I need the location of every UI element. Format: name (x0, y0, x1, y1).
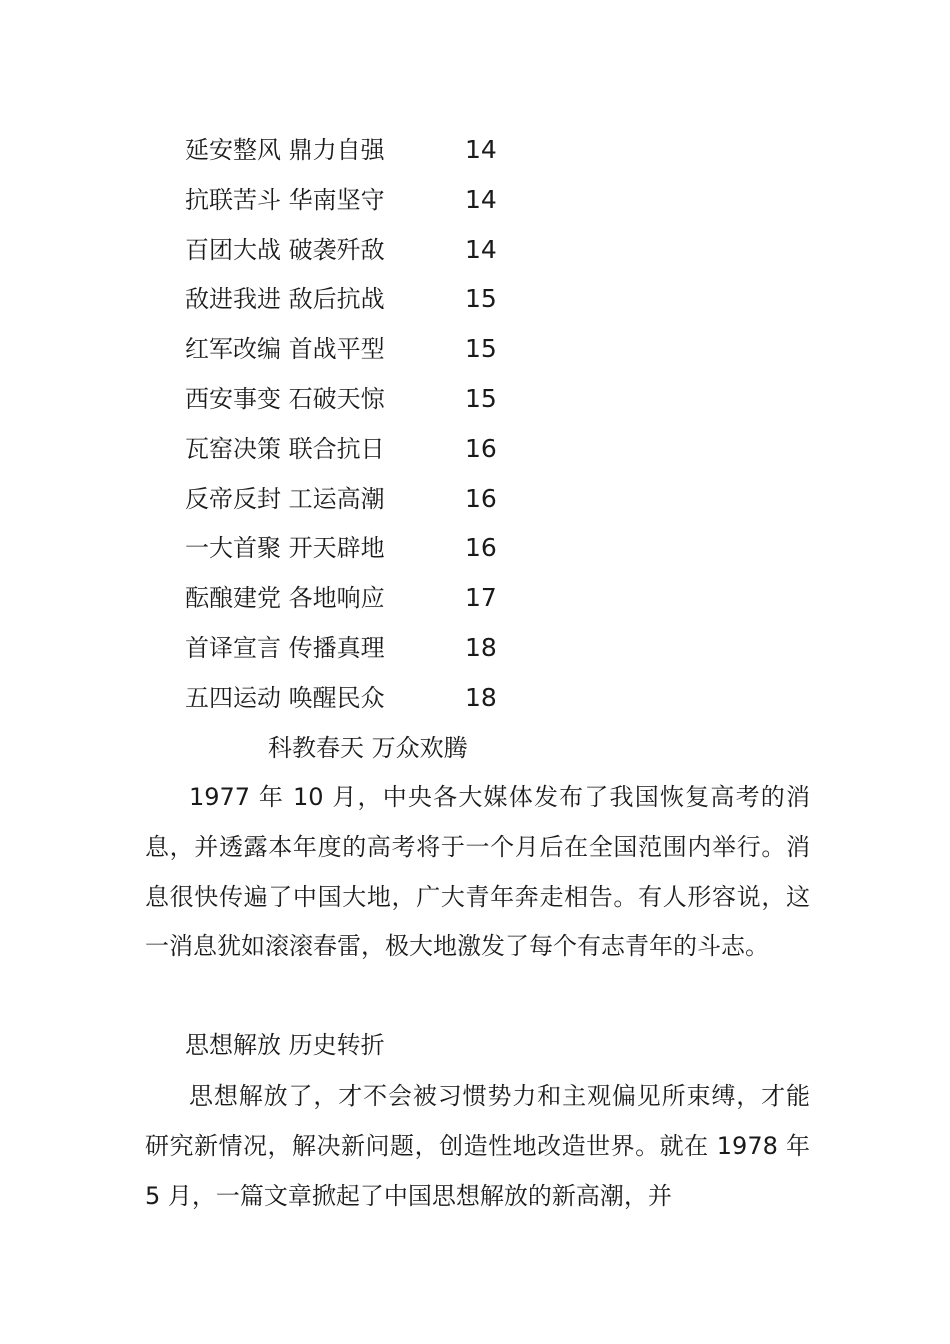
toc-entry (185, 180, 545, 230)
toc-entry-title: 首译宣言 传播真理 (185, 633, 385, 662)
toc-entry-page: 14 (465, 234, 497, 264)
toc-entry (185, 329, 545, 379)
toc-entry-title: 敌进我进 敌后抗战 (185, 285, 385, 314)
toc-entry-page: 15 (465, 334, 497, 364)
section-heading: 科教春天 万众欢腾 (268, 734, 468, 762)
toc-entry-title: 抗联苦斗 华南坚守 (185, 185, 385, 214)
toc-entry-page: 14 (465, 184, 497, 214)
toc-entry (185, 130, 545, 180)
toc-entry-page: 15 (465, 383, 497, 413)
toc-entry-title: 红军改编 首战平型 (185, 335, 385, 364)
toc-entry-title: 反帝反封 工运高潮 (185, 484, 385, 513)
toc-entry (185, 479, 545, 529)
toc-entry-page: 14 (465, 135, 497, 164)
table-of-contents (185, 130, 545, 728)
toc-entry (185, 578, 545, 628)
toc-entry (185, 678, 545, 728)
toc-entry-title: 瓦窑决策 联合抗日 (185, 434, 385, 463)
toc-entry-title: 五四运动 唤醒民众 (185, 683, 385, 712)
toc-entry-page: 17 (465, 583, 497, 613)
toc-entry-title: 百团大战 破袭歼敌 (185, 235, 385, 264)
toc-entry-title: 延安整风 鼎力自强 (185, 136, 385, 164)
toc-entry-title: 一大首聚 开天辟地 (185, 534, 385, 563)
section-heading: 思想解放 历史转折 (185, 1031, 385, 1059)
toc-entry-page: 15 (465, 284, 497, 314)
toc-entry-page: 16 (465, 533, 497, 563)
body-paragraph: 1977 年 10 月，中央各大媒体发布了我国恢复高考的消息，并透露本年度的高考将于一个月后在全国范围内举行。消息很快传遍了中国大地，广大青年奔走相告。有人形容说，这一消息犹如滚滚春雷，极大地激发了每个有志青年的斗志。 (145, 783, 810, 961)
toc-entry (185, 429, 545, 479)
toc-entry (185, 528, 545, 578)
toc-entry (185, 230, 545, 280)
toc-entry-page: 18 (465, 632, 497, 662)
toc-entry (185, 279, 545, 329)
toc-entry (185, 628, 545, 678)
toc-entry-title: 酝酿建党 各地响应 (185, 584, 385, 613)
toc-entry-page: 16 (465, 433, 497, 463)
toc-entry-title: 西安事变 石破天惊 (185, 384, 385, 413)
toc-entry-page: 16 (465, 483, 497, 513)
toc-entry (185, 379, 545, 429)
toc-entry-page: 18 (465, 682, 497, 712)
body-paragraph: 思想解放了，才不会被习惯势力和主观偏见所束缚，才能研究新情况，解决新问题，创造性地改造世界。就在 1978 年 5 月，一篇文章掀起了中国思想解放的新高潮，并 (145, 1082, 810, 1210)
